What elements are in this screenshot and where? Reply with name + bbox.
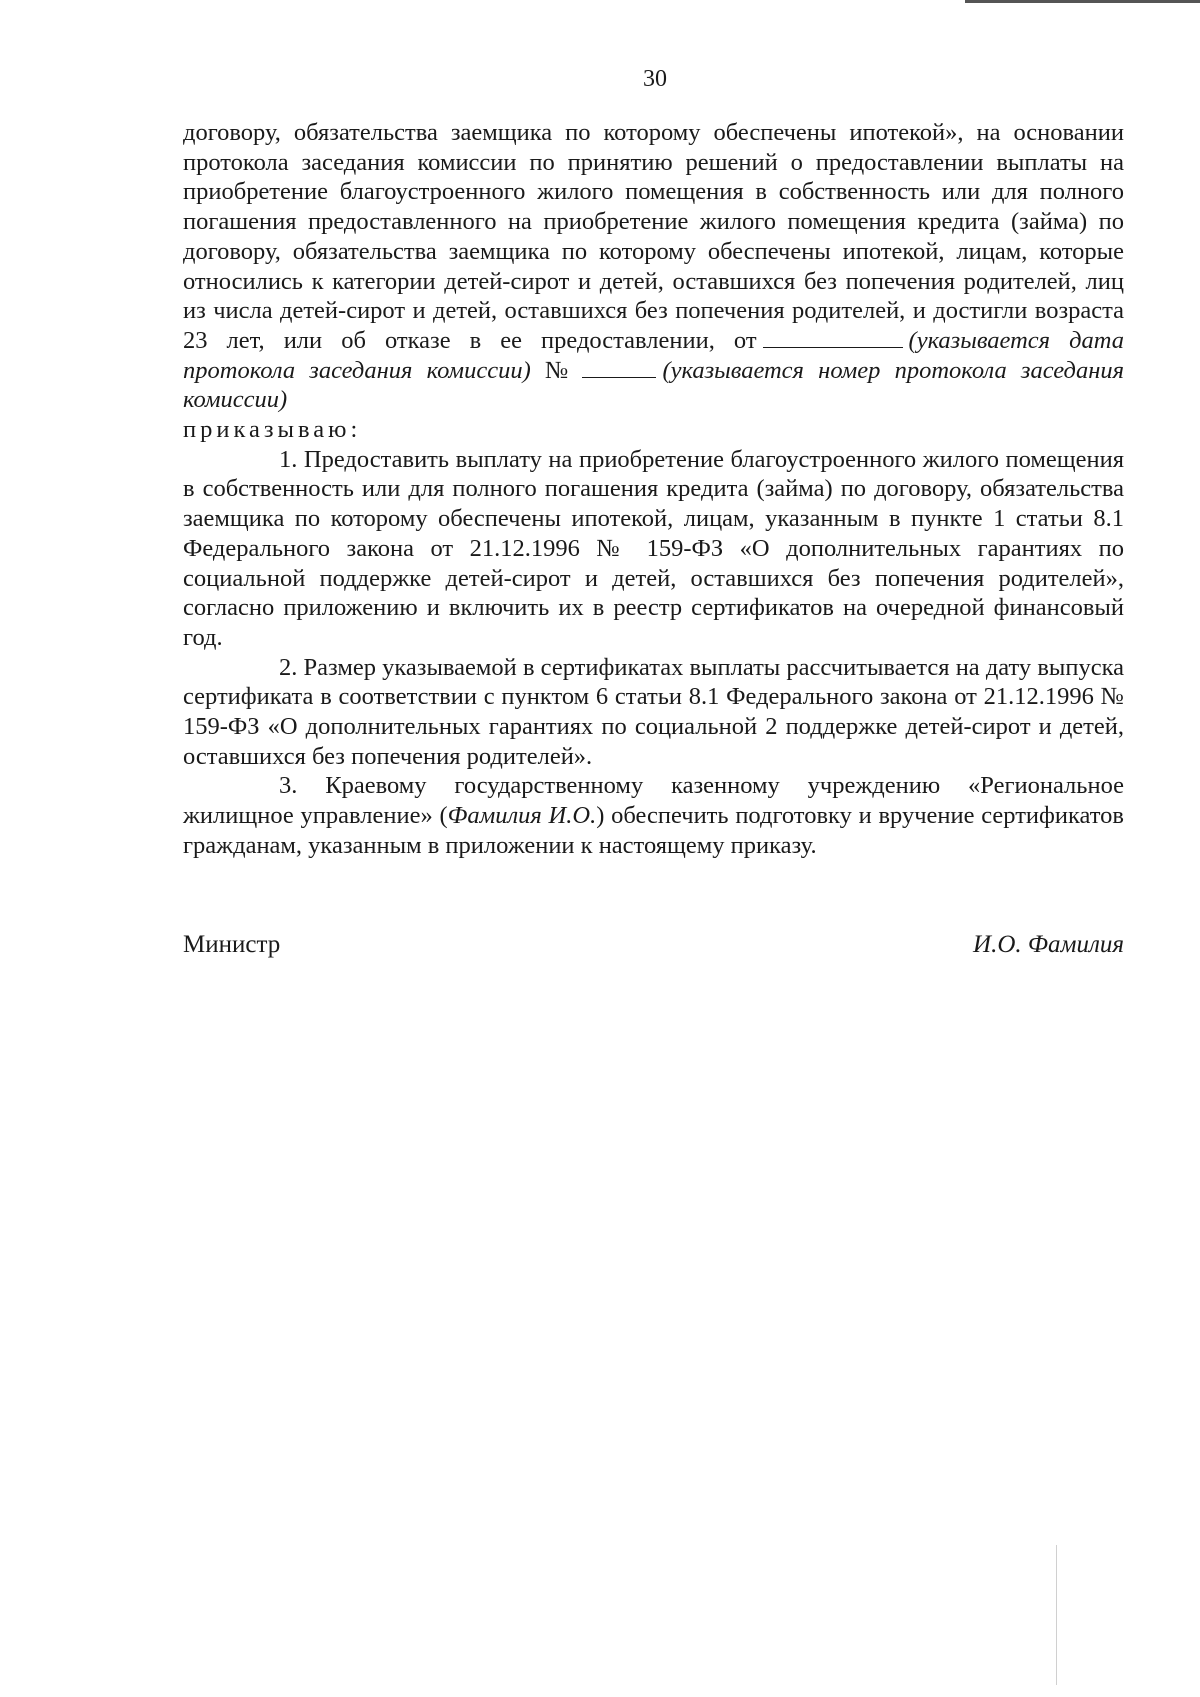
number-hint: (указывается номер протокола заседания комиссии): [183, 356, 1124, 414]
signature-title: Министр: [183, 931, 281, 958]
order-word: приказываю:: [183, 416, 362, 444]
top-edge-line: [965, 0, 1200, 3]
item-3-before: 3. Краевому государственному казенному учреждению «Региональное жилищное управление» (: [183, 772, 1124, 830]
document-body: [183, 118, 1124, 861]
intro-paragraph: [183, 118, 1124, 415]
signature-name: И.О. Фамилия: [973, 931, 1124, 958]
date-blank-field: [763, 327, 903, 348]
item-1: 1. Предоставить выплату на приобретение благоустроенного жилого помещения в собственность или для полного погашения кредита (займа) по договору, обязательства заемщика по которому обеспечены ипотекой, лицам, указанным в пункте 1 статьи 8.1 Федерального закона от 21.12.1996 № 159-ФЗ «О дополнительных гарантиях по социальной поддержке детей-сирот и детей, оставшихся без попечения родителей», согласно приложению и включить их в реестр сертификатов на очередной финансовый год.: [183, 445, 1124, 651]
item-3-after: ) обеспечить подготовку и вручение сертификатов гражданам, указанным в приложении к настоящему приказу.: [183, 802, 1124, 859]
item-3-italic-name: Фамилия И.О.: [447, 802, 597, 830]
item-3: [183, 771, 1124, 860]
page-number: 30: [643, 66, 667, 92]
signature-block: [183, 930, 1124, 960]
number-sign: №: [544, 356, 577, 384]
date-hint: (указывается дата протокола заседания комиссии): [183, 326, 1124, 384]
item-2: 2. Размер указываемой в сертификатах выплаты рассчитывается на дату выпуска сертификата в соответствии с пунктом 6 статьи 8.1 Федерального закона от 21.12.1996 № 159-ФЗ «О дополнительных гарантиях по социальной 2 поддержке детей-сирот и детей, оставшихся без попечения родителей».: [183, 653, 1124, 770]
scan-margin-mark: [1056, 1545, 1057, 1685]
intro-text: договору, обязательства заемщика по которому обеспечены ипотекой», на основании протокола заседания комиссии по принятию решений о предоставлении выплаты на приобретение благоустроенного жилого помещения в собственность или для полного погашения предоставленного на приобретение жилого помещения кредита (займа) по договору, обязательства заемщика по которому обеспечены ипотекой, лицам, которые относились к категории детей-сирот и детей, оставшихся без попечения родителей, лиц из числа детей-сирот и детей, оставшихся без попечения родителей, и достигли возраста 23 лет, или об отказе в ее предоставлении, от: [183, 119, 1124, 354]
number-blank-field: [582, 357, 656, 378]
